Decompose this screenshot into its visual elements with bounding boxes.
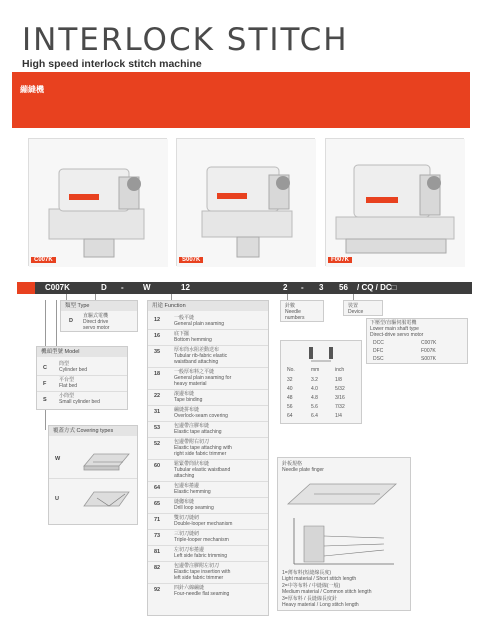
code-function: 12 — [181, 283, 190, 292]
motor-table — [366, 318, 468, 364]
machine-card-c007k — [28, 138, 167, 266]
motor-code: DCC — [373, 340, 384, 346]
row-divider — [49, 478, 137, 479]
function-key: 12 — [154, 317, 161, 323]
needle-numbers-line: numbers — [285, 315, 305, 321]
model-key: S — [43, 397, 47, 403]
function-key: 22 — [154, 393, 161, 399]
function-desc: 滾邊布縫 — [174, 391, 195, 397]
model-desc: 筒型 — [59, 361, 70, 367]
function-desc: Tubular elastic waistband — [174, 467, 231, 473]
code-spacing: 3 — [319, 283, 324, 292]
row-divider — [148, 529, 268, 530]
code-type: D — [101, 283, 107, 292]
sewing-machine-icon — [326, 139, 465, 267]
motor-model: S007K — [421, 356, 437, 362]
type-key: D — [69, 318, 73, 324]
code-device: / CQ / DC□ — [357, 283, 397, 292]
row-divider — [148, 437, 268, 438]
machine-card-f007k — [325, 138, 464, 266]
code-needles: 2 — [283, 283, 288, 292]
machine-label: F007K — [328, 257, 352, 263]
function-desc: Elastic tape attaching with — [174, 445, 232, 451]
model-desc: Small cylinder bed — [59, 399, 100, 405]
device-head: 裝置 — [348, 303, 359, 309]
function-desc: Tape binding — [174, 397, 203, 403]
function-key: 35 — [154, 349, 161, 355]
function-key: 82 — [154, 565, 161, 571]
gauge-header: inch — [335, 367, 345, 373]
function-desc: 繃縫拼布縫 — [174, 407, 200, 413]
machine-label: C007K — [31, 257, 56, 263]
function-desc: Drill loop seaming — [174, 505, 214, 511]
function-desc: Four-needle flat seaming — [174, 591, 230, 597]
function-key: 16 — [154, 333, 161, 339]
row-divider — [148, 583, 268, 584]
gauge-cell: 32 — [287, 377, 293, 383]
function-key: 92 — [154, 587, 161, 593]
connector-line — [56, 300, 57, 352]
function-desc: left side fabric trimmer — [174, 575, 224, 581]
motor-head: Direct-drive servo motor — [370, 332, 424, 338]
model-key: F — [43, 381, 47, 387]
function-desc: 厚布筒水阻差動送布 — [174, 347, 220, 353]
function-box — [147, 300, 269, 616]
function-key: 73 — [154, 533, 161, 539]
motor-code: DFC — [373, 348, 384, 354]
gauge-cell: 6.4 — [311, 413, 318, 419]
gauge-cell: 4.0 — [311, 386, 318, 392]
row-divider — [148, 389, 268, 390]
function-key: 81 — [154, 549, 161, 555]
function-desc: 縫縐布縫 — [174, 499, 195, 505]
row-divider — [148, 481, 268, 482]
needle-plate-note: Heavy material / Long stitch length — [282, 602, 359, 608]
code-dash: - — [301, 283, 304, 292]
function-key: 64 — [154, 485, 161, 491]
code-covering: W — [143, 283, 151, 292]
type-box — [60, 300, 138, 332]
needle-plate-note: 2=中等布料 / 中縫線(一般) — [282, 583, 341, 589]
code-dash: - — [121, 283, 124, 292]
model-desc: Flat bed — [59, 383, 78, 389]
gauge-cell: 56 — [287, 404, 293, 410]
needle-plate-diagram — [284, 478, 404, 514]
function-desc: 一般厚布料之平縫 — [174, 369, 215, 375]
function-desc: 左切刀布捲邊 — [174, 547, 205, 553]
needle-plate-box — [277, 457, 411, 611]
needle-plate-note: 3=厚布料 / 長縫線長度針 — [282, 596, 337, 602]
function-desc: attaching — [174, 473, 195, 479]
function-desc: 鬆緊帶筒狀布縫 — [174, 461, 210, 467]
type-desc: servo motor — [83, 325, 110, 331]
covering-key: U — [55, 496, 59, 502]
needle-plate-line: Needle plate finger — [282, 467, 324, 473]
gauge-cell: 1/8 — [335, 377, 342, 383]
type-desc: Direct drive — [83, 319, 109, 325]
covering-u-diagram — [79, 484, 134, 516]
row-divider — [148, 421, 268, 422]
function-desc: Elastic tape attaching — [174, 429, 222, 435]
gauge-cell: 4.8 — [311, 395, 318, 401]
model-desc: 小筒型 — [59, 393, 75, 399]
model-bar-accent — [17, 282, 35, 294]
gauge-cell: 40 — [287, 386, 293, 392]
function-desc: 雙切刀縫紉 — [174, 515, 200, 521]
function-desc: heavy material — [174, 381, 207, 387]
machine-card-s007k — [176, 138, 315, 266]
type-desc: 直驅式電機 — [83, 313, 109, 319]
row-divider — [148, 459, 268, 460]
function-key: 53 — [154, 425, 161, 431]
motor-head: Lower main shaft type — [370, 326, 419, 332]
device-box — [343, 300, 383, 316]
function-desc: 包邊布捲邊 — [174, 483, 200, 489]
gauge-cell: 1/4 — [335, 413, 342, 419]
model-box-head: 機頭型號 Model — [37, 347, 127, 357]
covering-box-head: 覆蓋方式 Covering types — [49, 426, 137, 436]
code-gauge: 56 — [339, 283, 348, 292]
page-subtitle: High speed interlock stitch machine — [22, 58, 202, 70]
row-divider — [148, 497, 268, 498]
function-desc: 底下擺 — [174, 331, 190, 337]
gauge-cell: 7/32 — [335, 404, 345, 410]
motor-model: F007K — [421, 348, 436, 354]
sewing-machine-icon — [177, 139, 316, 267]
function-key: 31 — [154, 409, 161, 415]
stitch-length-diagram — [284, 516, 404, 570]
row-divider — [148, 329, 268, 330]
function-desc: Left side fabric trimming — [174, 553, 228, 559]
row-divider — [148, 513, 268, 514]
needle-gauge-box — [280, 340, 362, 424]
function-desc: General plain seaming — [174, 321, 225, 327]
row-divider — [148, 405, 268, 406]
needle-gauge-icon — [301, 345, 341, 365]
row-divider — [148, 367, 268, 368]
gauge-cell: 64 — [287, 413, 293, 419]
gauge-cell: 48 — [287, 395, 293, 401]
needle-numbers-line: Needle — [285, 309, 301, 315]
function-desc: Elastic tape insertion with — [174, 569, 231, 575]
covering-box — [48, 425, 138, 525]
model-desc: Cylinder bed — [59, 367, 88, 373]
function-desc: Triple-looper mechanism — [174, 537, 229, 543]
function-desc: Overlock-seam covering — [174, 413, 228, 419]
function-key: 60 — [154, 463, 161, 469]
function-key: 71 — [154, 517, 161, 523]
motor-code: DSC — [373, 356, 384, 362]
needle-plate-head: 針板規格 — [282, 461, 303, 467]
gauge-cell: 5.6 — [311, 404, 318, 410]
function-desc: Double-looper mechanism — [174, 521, 233, 527]
gauge-cell: 3.2 — [311, 377, 318, 383]
page-title: INTERLOCK STITCH — [22, 22, 349, 58]
function-key: 18 — [154, 371, 161, 377]
row-divider — [37, 375, 127, 376]
category-banner — [12, 72, 470, 128]
function-desc: Bottom hemming — [174, 337, 212, 343]
code-model: C007K — [45, 283, 70, 292]
function-desc: General plain seaming for — [174, 375, 232, 381]
type-box-head: 類型 Type — [61, 301, 137, 311]
model-desc: 平台型 — [59, 377, 75, 383]
function-key: 65 — [154, 501, 161, 507]
gauge-cell: 5/32 — [335, 386, 345, 392]
model-key: C — [43, 365, 47, 371]
function-desc: Tubular rib-fabric elastic — [174, 353, 228, 359]
function-desc: Elastic hemming — [174, 489, 211, 495]
covering-w-diagram — [79, 444, 134, 474]
gauge-header: mm — [311, 367, 320, 373]
needle-plate-note: Light material / Short stitch length — [282, 576, 357, 582]
function-desc: 三切刀縫紉 — [174, 531, 200, 537]
needle-plate-note: 1=薄布料(短縫線長度) — [282, 570, 332, 576]
gauge-header: No. — [287, 367, 295, 373]
function-box-head: 用途 Function — [148, 301, 268, 311]
motor-model: C007K — [421, 340, 437, 346]
row-divider — [148, 545, 268, 546]
function-desc: waistband attaching — [174, 359, 219, 365]
model-box — [36, 346, 128, 410]
gauge-cell: 3/16 — [335, 395, 345, 401]
function-desc: 包邊帶附右切刀 — [174, 439, 210, 445]
needle-plate-note: Medium material / Common stitch length — [282, 589, 372, 595]
motor-head: 下壓型/直驅伺服電機 — [370, 320, 417, 326]
row-divider — [37, 391, 127, 392]
sewing-machine-icon — [29, 139, 168, 267]
category-label: 繃縫機 — [20, 85, 44, 94]
needle-numbers-box — [280, 300, 324, 322]
device-line: Device — [348, 309, 364, 315]
function-desc: 一般平縫 — [174, 315, 195, 321]
function-desc: right side fabric trimmer — [174, 451, 227, 457]
model-code-bar — [17, 282, 472, 294]
row-divider — [148, 345, 268, 346]
function-desc: 包邊帶注膠布縫 — [174, 423, 210, 429]
function-key: 52 — [154, 441, 161, 447]
function-desc: 四針六線繃縫 — [174, 585, 205, 591]
needle-numbers-head: 針數 — [285, 303, 296, 309]
machine-label: S007K — [179, 257, 203, 263]
function-desc: 包邊帶注膠附左切刀 — [174, 563, 220, 569]
covering-key: W — [55, 456, 61, 462]
row-divider — [148, 561, 268, 562]
